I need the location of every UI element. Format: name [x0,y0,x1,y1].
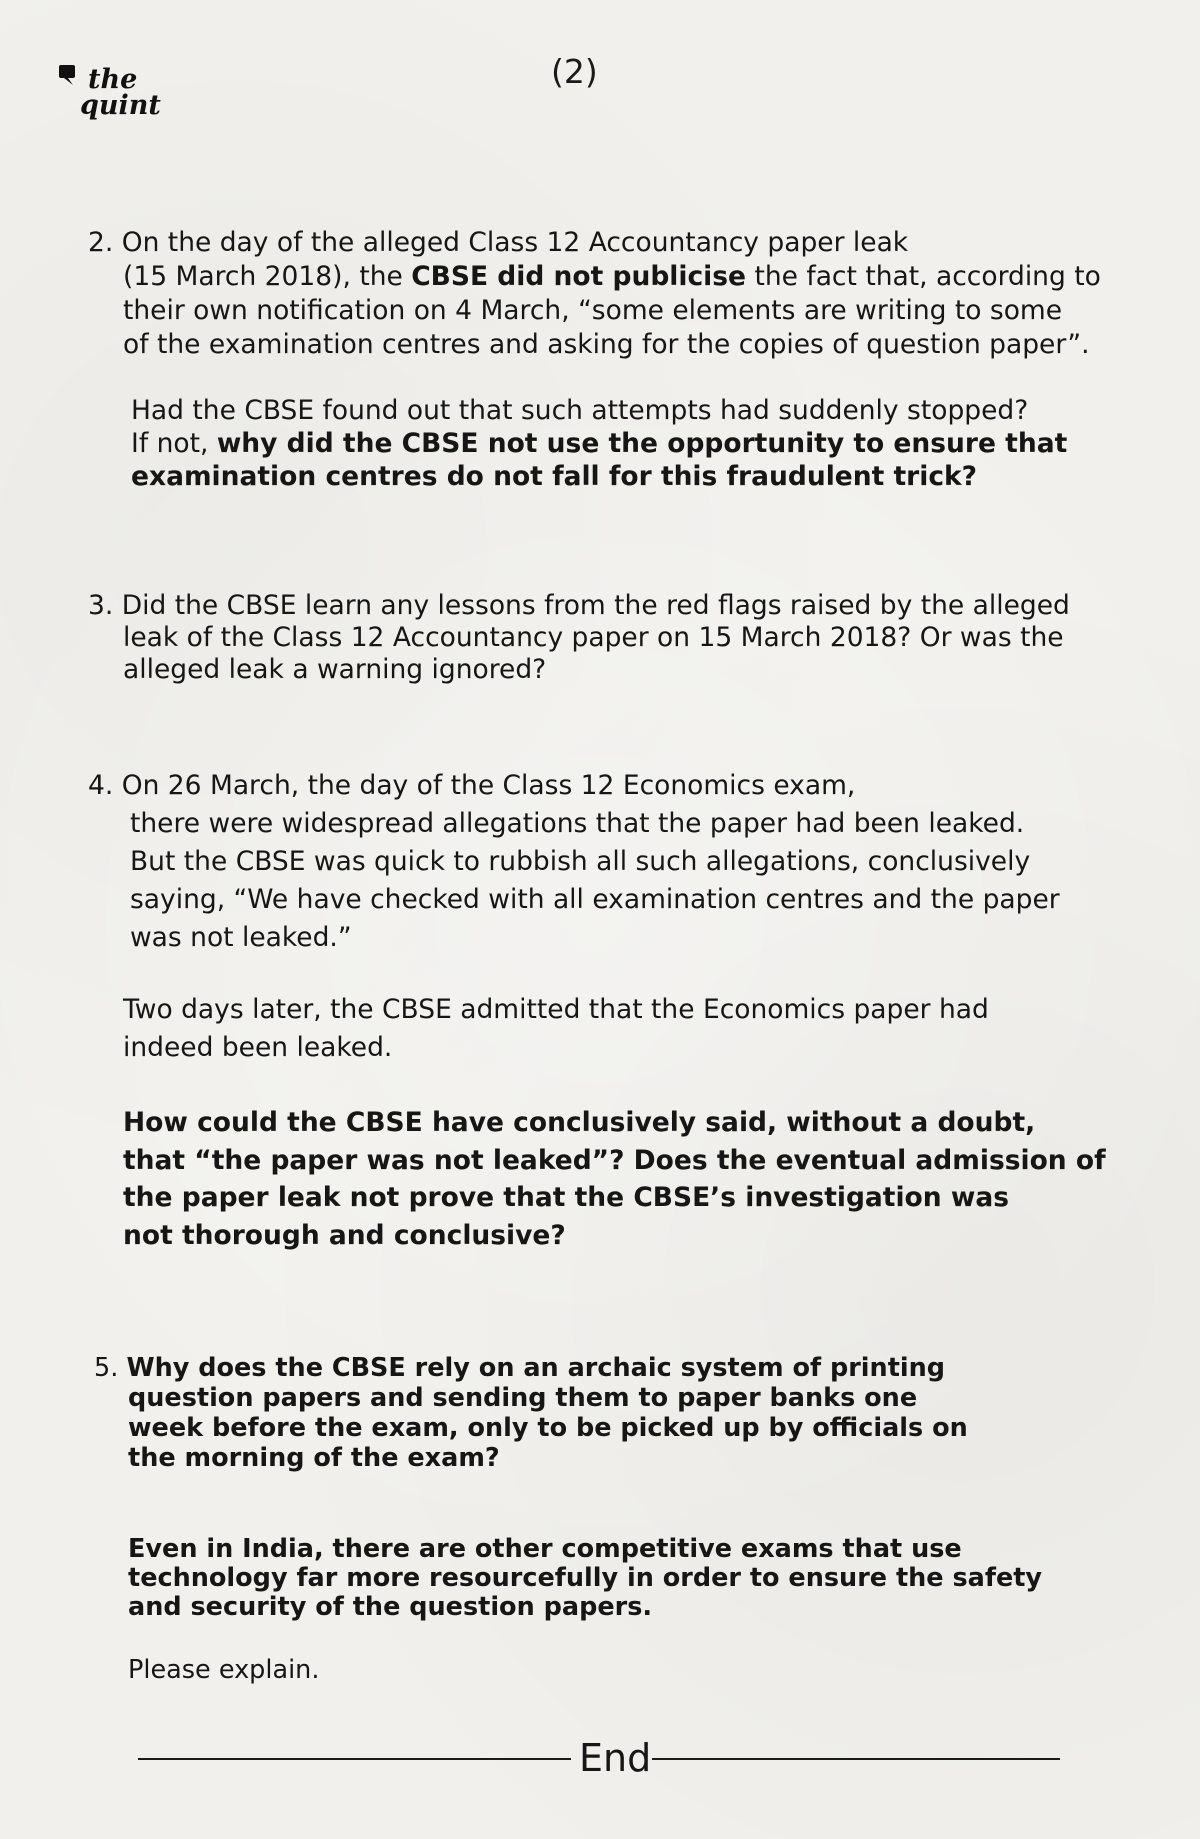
q2-line-4: of the examination centres and asking for the copies of question paper”. [123,329,1090,360]
speech-bubble-icon [58,64,76,86]
logo-word-the: the [88,64,138,95]
q2-line-2: (15 March 2018), the CBSE did not publicise the fact that, according to [123,261,1101,292]
end-marker [138,1735,1060,1781]
q5-closing: Please explain. [128,1655,320,1685]
q4-admission-line-1: Two days later, the CBSE admitted that the Economics paper had [123,994,989,1025]
q5-context [128,1535,1042,1622]
q5-line-4: the morning of the exam? [128,1443,500,1473]
page-number: (2) [551,52,598,91]
q4-question-line-4: not thorough and conclusive? [123,1219,566,1251]
q2-emphasis: CBSE did not publicise [411,261,747,292]
q4-admission [123,991,989,1067]
q4-line-1: On 26 March, the day of the Class 12 Economics exam, [121,770,856,801]
q5-line-1: Why does the CBSE rely on an archaic system of printing [126,1353,946,1383]
q4-question-line-3: the paper leak not prove that the CBSE’s investigation was [123,1182,1009,1213]
q4-line-5: was not leaked.” [130,922,352,953]
q3-block [88,590,1070,686]
q2-block [88,226,1101,362]
q5-block [94,1353,968,1473]
q2-followup-line-1: Had the CBSE found out that such attempts had suddenly stopped? [131,395,1029,426]
q2-followup [131,394,1067,493]
q4-admission-line-2: indeed been leaked. [123,1032,393,1063]
q4-line-2: there were widespread allegations that the paper had been leaked. [130,808,1025,839]
q2-line-1: On the day of the alleged Class 12 Accountancy paper leak [121,227,909,258]
q3-line-2: leak of the Class 12 Accountancy paper on 15 March 2018? Or was the [123,622,1064,653]
q3-line-1: Did the CBSE learn any lessons from the red flags raised by the alleged [121,590,1070,621]
q5-context-line-3: and security of the question papers. [128,1592,653,1622]
q5-line-2: question papers and sending them to paper banks one [128,1383,918,1413]
q4-question-line-2: that “the paper was not leaked”? Does the eventual admission of [123,1144,1106,1176]
the-quint-logo [58,62,168,122]
end-label: End [579,1736,652,1780]
q5-line-3: week before the exam, only to be picked up by officials on [128,1413,968,1443]
q2-followup-line-2: If not, why did the CBSE not use the opportunity to ensure that [131,428,1068,459]
end-rule-right [652,1758,1060,1760]
q5-number: 5. [94,1353,119,1383]
q4-question-line-1: How could the CBSE have conclusively said, without a doubt, [123,1107,1036,1138]
q3-number: 3. [88,590,114,621]
end-rule-left [138,1758,571,1760]
q2-line-3: their own notification on 4 March, “some elements are writing to some [123,295,1063,326]
q5-context-line-1: Even in India, there are other competitive exams that use [128,1534,962,1564]
q4-number: 4. [88,770,114,801]
q2-number: 2. [88,227,114,258]
q3-line-3: alleged leak a warning ignored? [123,654,547,685]
q4-block [88,767,1060,957]
logo-word-quint: quint [80,90,161,121]
q4-line-4: saying, “We have checked with all examination centres and the paper [130,884,1060,915]
q4-line-3: But the CBSE was quick to rubbish all such allegations, conclusively [130,846,1031,877]
q2-followup-line-3: examination centres do not fall for this fraudulent trick? [131,461,978,492]
q4-question [123,1104,1106,1254]
q5-context-line-2: technology far more resourcefully in order to ensure the safety [128,1563,1043,1593]
